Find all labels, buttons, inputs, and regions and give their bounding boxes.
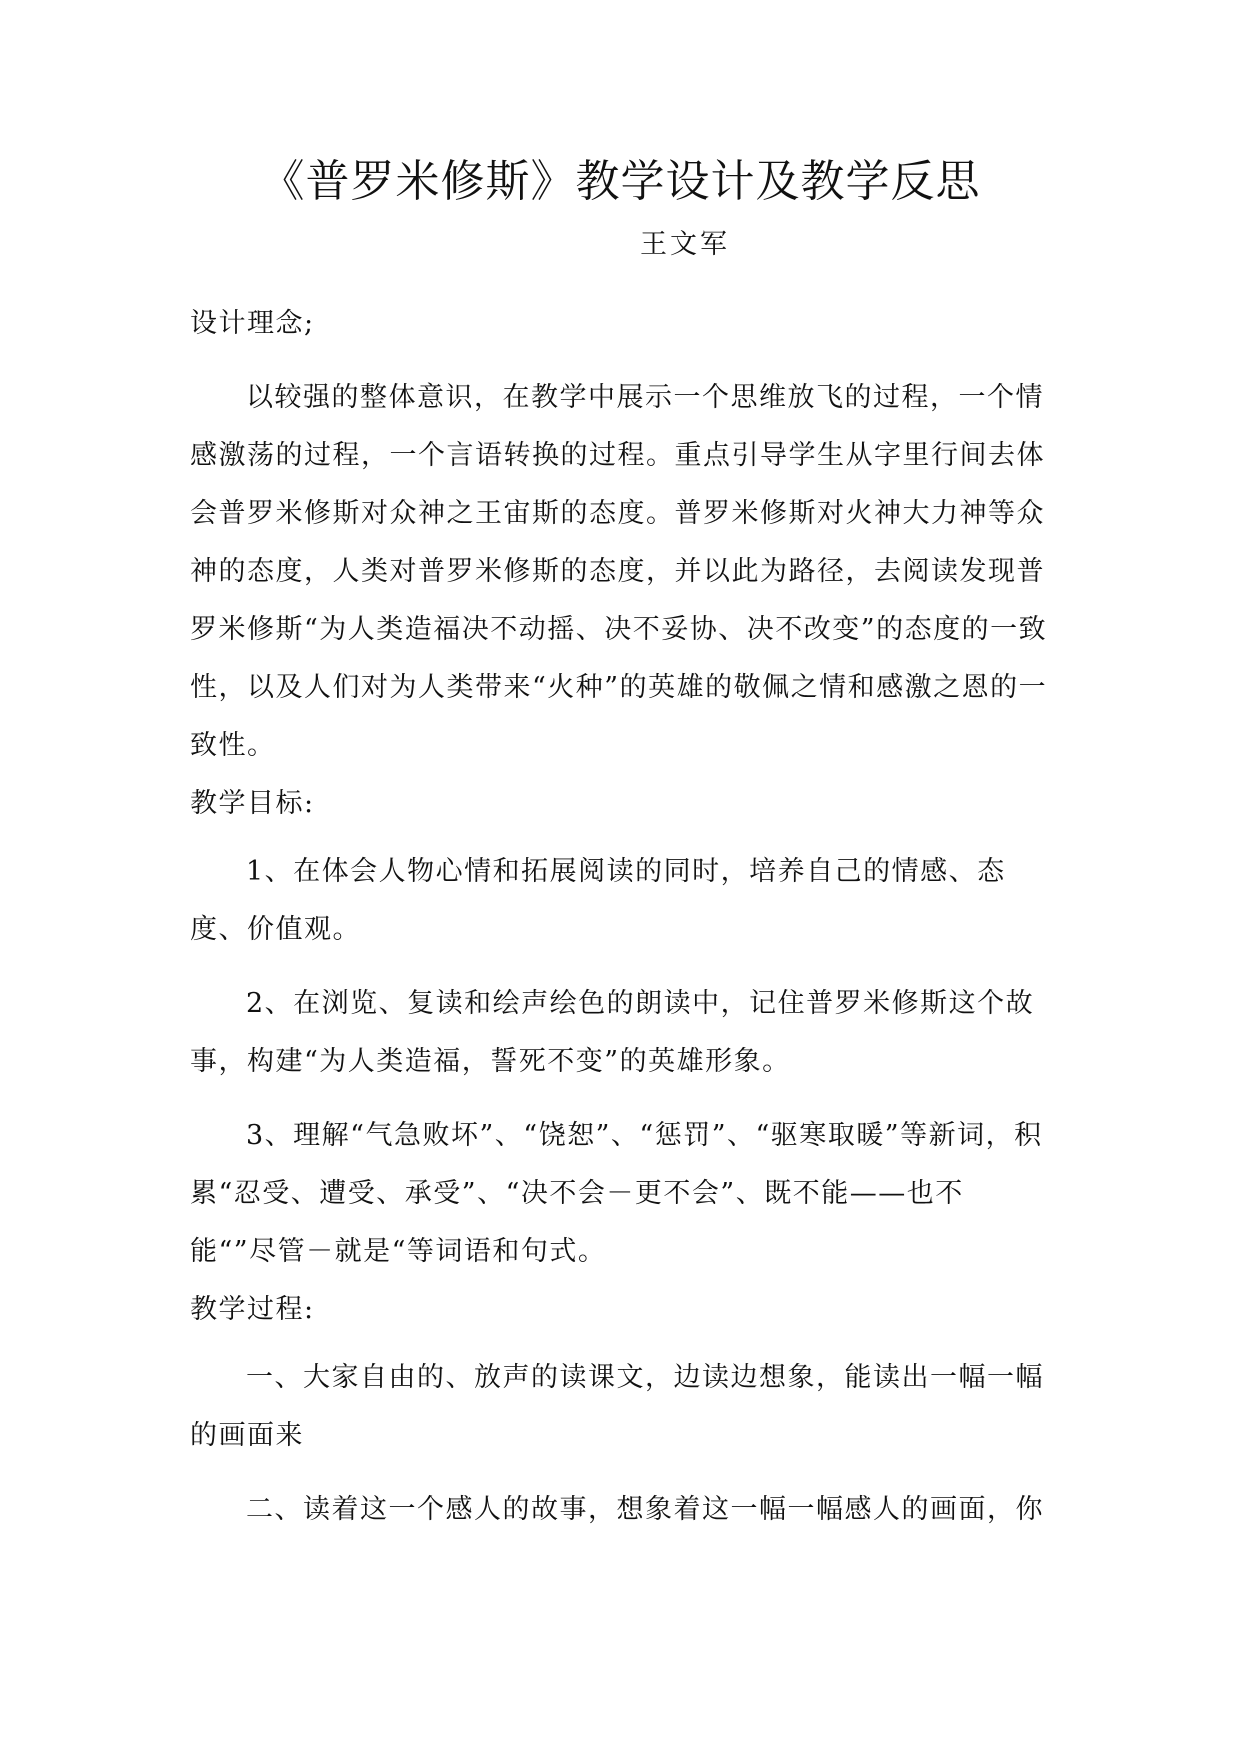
- goal-item-1: 1、在体会人物心情和拓展阅读的同时，培养自己的情感、态度、价值观。: [190, 856, 1006, 945]
- document-title: 《普罗米修斯》教学设计及教学反思: [260, 156, 981, 207]
- document-author: 王文军: [640, 229, 730, 260]
- paragraph-design-concept: 以较强的整体意识，在教学中展示一个思维放飞的过程，一个情感激荡的过程，一个言语转换的过程。重点引导学生从字里行间去体会普罗米修斯对众神之王宙斯的态度。普罗米修斯对火神大力神等众神的态度，人类对普罗米修斯的态度，并以此为路径，去阅读发现普罗米修斯“为人类造福决不动摇、决不妥协、决不改变”的态度的一致性，以及人们对为人类带来“火种”的英雄的敬佩之情和感激之恩的一致性。: [190, 382, 1048, 761]
- section-heading-design-concept: 设计理念;: [190, 308, 315, 339]
- document-body: [190, 295, 1050, 1539]
- process-item-2: 二、读着这一个感人的故事，想象着这一幅一幅感人的画面，你: [246, 1494, 1044, 1525]
- process-item-1: 一、大家自由的、放声的读课文，边读边想象，能读出一幅一幅的画面来: [190, 1362, 1044, 1451]
- goal-item-2: 2、在浏览、复读和绘声绘色的朗读中，记住普罗米修斯这个故事，构建“为人类造福，誓死不变”的英雄形象。: [190, 988, 1035, 1077]
- goal-item-3: 3、理解“气急败坏”、“饶恕”、“惩罚”、“驱寒取暖”等新词，积累“忍受、遭受、承受”、“决不会－更不会”、既不能——也不能“”尽管－就是“等词语和句式。: [190, 1120, 1043, 1267]
- section-heading-teaching-process: 教学过程:: [190, 1294, 315, 1325]
- section-heading-teaching-goals: 教学目标:: [190, 788, 315, 819]
